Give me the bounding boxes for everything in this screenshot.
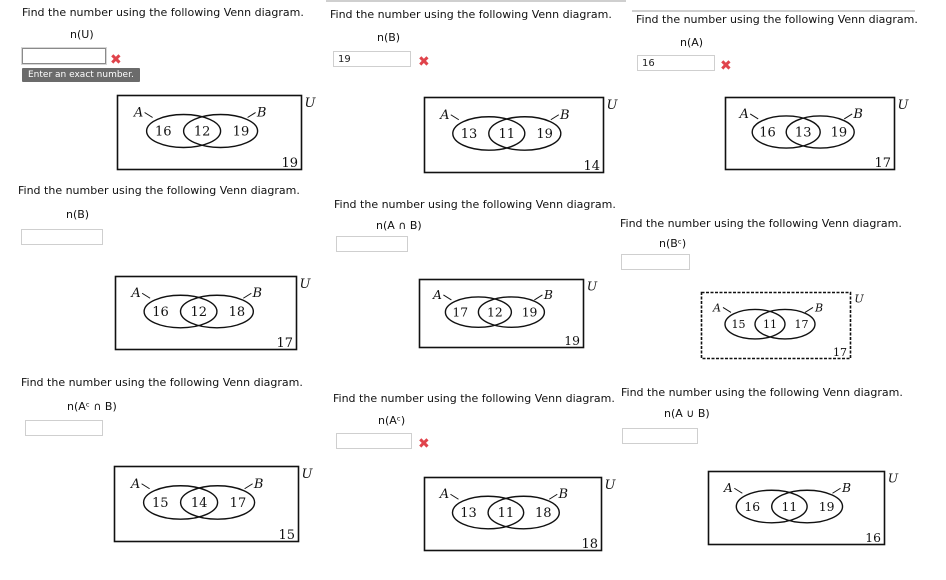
- set-a-pointer: [723, 307, 731, 312]
- universal-set-label: U: [887, 471, 899, 486]
- venn-diagram: [114, 466, 319, 542]
- region-a-only-count: 16: [759, 125, 776, 141]
- region-intersection-count: 11: [781, 499, 798, 514]
- set-b-pointer: [534, 295, 542, 300]
- region-intersection-count: 12: [487, 305, 503, 320]
- set-b-pointer: [551, 115, 559, 120]
- universal-set-label: U: [301, 467, 313, 482]
- error-close-icon: ✖: [110, 52, 122, 68]
- question-prompt: Find the number using the following Venn diagram.: [621, 386, 903, 399]
- set-a-label: A: [739, 106, 749, 122]
- set-b-label: B: [853, 106, 863, 122]
- question-prompt: Find the number using the following Venn diagram.: [333, 392, 615, 405]
- answer-input[interactable]: [336, 433, 412, 449]
- question-expression: n(A ∪ B): [664, 407, 710, 420]
- set-a-pointer: [443, 295, 451, 300]
- set-a-label: A: [440, 107, 450, 123]
- region-b-only-count: 19: [818, 499, 835, 514]
- panel-top-divider: [326, 0, 626, 2]
- region-outside-count: 17: [874, 156, 891, 171]
- panel-top-divider: [632, 10, 915, 12]
- question-prompt: Find the number using the following Venn diagram.: [334, 198, 616, 211]
- answer-input[interactable]: [25, 420, 103, 436]
- question-prompt: Find the number using the following Venn diagram.: [18, 184, 300, 197]
- set-a-pointer: [145, 113, 153, 118]
- answer-input[interactable]: [622, 428, 698, 444]
- region-b-only-count: 19: [232, 124, 250, 140]
- region-a-only-count: 15: [151, 496, 169, 512]
- region-a-only-count: 17: [452, 305, 469, 320]
- region-outside-count: 17: [832, 346, 847, 359]
- region-outside-count: 18: [581, 537, 598, 552]
- question-prompt: Find the number using the following Venn diagram.: [636, 13, 918, 26]
- question-expression: n(Bᶜ): [659, 237, 687, 250]
- set-b-label: B: [252, 286, 263, 302]
- set-a-pointer: [142, 484, 150, 489]
- question-expression: n(B): [377, 31, 401, 44]
- region-intersection-count: 12: [190, 305, 207, 321]
- set-b-pointer: [844, 114, 852, 119]
- answer-input[interactable]: [21, 229, 103, 245]
- error-close-icon: ✖: [418, 436, 430, 452]
- set-b-pointer: [549, 494, 557, 499]
- question-prompt: Find the number using the following Venn diagram.: [21, 376, 303, 389]
- region-b-only-count: 19: [521, 305, 538, 320]
- universal-set-label: U: [299, 277, 311, 292]
- answer-input[interactable]: [22, 48, 106, 64]
- region-b-only-count: 17: [229, 496, 247, 512]
- set-b-pointer: [805, 307, 813, 312]
- question-prompt: Find the number using the following Venn diagram.: [330, 8, 612, 21]
- set-b-label: B: [558, 487, 569, 503]
- set-b-pointer: [248, 113, 256, 118]
- region-b-only-count: 18: [534, 506, 552, 522]
- set-b-label: B: [543, 287, 553, 302]
- region-b-only-count: 19: [830, 125, 848, 141]
- region-b-only-count: 18: [228, 305, 246, 321]
- set-a-label: A: [713, 301, 721, 315]
- venn-diagram: [117, 95, 322, 170]
- universal-set-label: U: [606, 98, 618, 113]
- question-expression: n(Aᶜ ∩ B): [67, 400, 117, 413]
- region-a-only-count: 16: [154, 124, 172, 140]
- set-b-pointer: [245, 484, 253, 489]
- universal-set-label: U: [304, 96, 316, 111]
- venn-diagram: [419, 279, 604, 348]
- set-a-pointer: [450, 494, 458, 499]
- question-prompt: Find the number using the following Venn diagram.: [22, 6, 304, 19]
- region-outside-count: 19: [564, 334, 580, 348]
- question-prompt: Find the number using the following Venn diagram.: [620, 217, 902, 230]
- venn-diagram: [424, 477, 622, 551]
- region-intersection-count: 13: [794, 125, 812, 141]
- venn-diagram: [424, 97, 624, 173]
- set-b-label: B: [814, 301, 824, 315]
- region-intersection-count: 11: [762, 318, 778, 332]
- region-intersection-count: 11: [497, 506, 515, 522]
- question-expression: n(A): [680, 36, 704, 49]
- question-expression: n(U): [70, 28, 94, 41]
- set-a-label: A: [439, 487, 450, 503]
- region-intersection-count: 14: [190, 496, 208, 512]
- set-b-label: B: [253, 476, 264, 492]
- answer-input[interactable]: [336, 236, 408, 252]
- set-a-label: A: [133, 105, 144, 121]
- region-a-only-count: 16: [152, 305, 169, 321]
- error-tooltip: Enter an exact number.: [22, 68, 140, 82]
- set-a-label: A: [131, 286, 141, 302]
- region-outside-count: 15: [278, 528, 295, 543]
- region-a-only-count: 13: [460, 127, 478, 143]
- region-b-only-count: 19: [536, 127, 553, 143]
- region-intersection-count: 12: [193, 124, 211, 140]
- answer-input[interactable]: 16: [637, 55, 715, 71]
- set-a-label: A: [130, 476, 141, 492]
- error-close-icon: ✖: [720, 58, 732, 74]
- answer-input[interactable]: 19: [333, 51, 411, 67]
- universal-set-label: U: [604, 478, 616, 493]
- region-outside-count: 16: [865, 531, 881, 545]
- answer-input[interactable]: [621, 254, 690, 270]
- set-a-pointer: [142, 293, 150, 298]
- region-outside-count: 14: [583, 159, 600, 174]
- universal-set-label: U: [586, 279, 598, 294]
- region-intersection-count: 11: [498, 127, 516, 143]
- set-b-label: B: [256, 105, 267, 121]
- venn-diagram: [701, 292, 871, 359]
- set-a-pointer: [750, 114, 758, 119]
- region-b-only-count: 17: [794, 318, 809, 332]
- question-expression: n(B): [66, 208, 90, 221]
- region-a-only-count: 16: [744, 499, 761, 514]
- set-a-pointer: [451, 115, 459, 120]
- set-b-label: B: [841, 481, 852, 496]
- set-b-pointer: [833, 488, 841, 493]
- set-a-pointer: [734, 488, 742, 493]
- region-outside-count: 17: [276, 336, 293, 351]
- set-a-label: A: [723, 481, 733, 496]
- venn-diagram: [115, 276, 317, 350]
- question-expression: n(A ∩ B): [376, 219, 422, 232]
- region-outside-count: 19: [281, 156, 298, 171]
- venn-diagram: [725, 97, 915, 170]
- universal-set-label: U: [854, 292, 864, 306]
- set-a-label: A: [432, 287, 442, 302]
- question-expression: n(Aᶜ): [378, 414, 406, 427]
- venn-diagram: [708, 471, 905, 545]
- error-close-icon: ✖: [418, 54, 430, 70]
- region-a-only-count: 15: [731, 318, 746, 332]
- set-b-label: B: [560, 107, 570, 123]
- universal-set-label: U: [897, 98, 909, 113]
- region-a-only-count: 13: [460, 506, 477, 522]
- set-b-pointer: [243, 293, 251, 298]
